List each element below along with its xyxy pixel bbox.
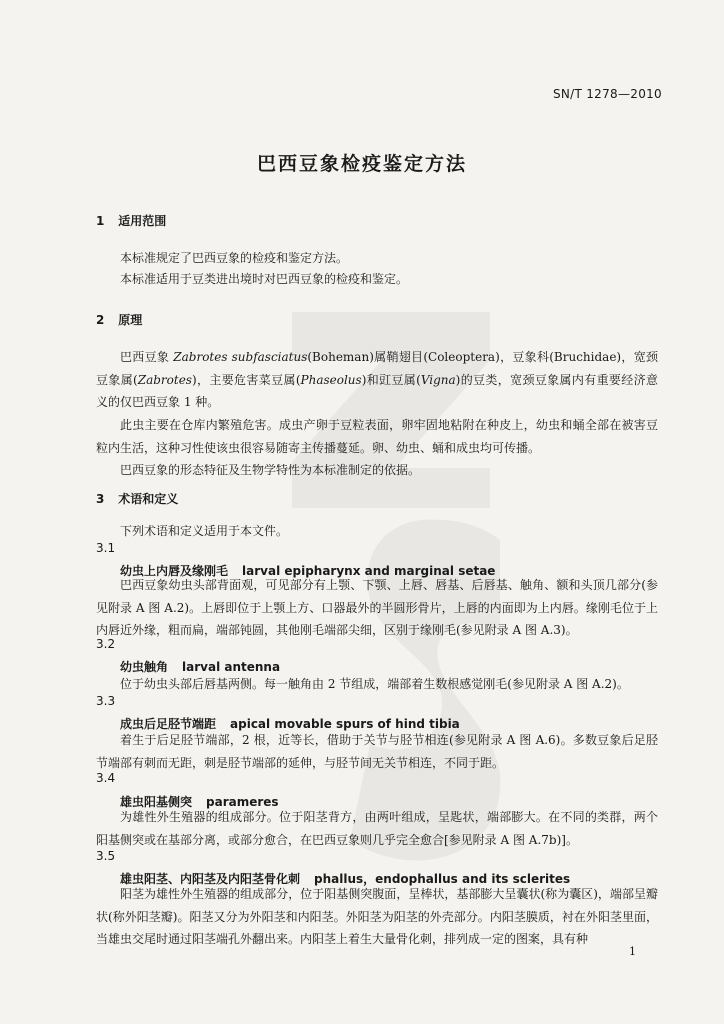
genus-name: Phaseolus	[300, 372, 362, 387]
genus-name: Vigna	[420, 372, 456, 387]
term-zh: 雄虫阳茎、内阳茎及内阳茎骨化刺	[120, 872, 301, 886]
term-definition: 位于幼虫头部后唇基两侧。每一触角由 2 节组成，端部着生数根感觉刚毛(参见附录 A 图 A.2)。	[120, 677, 629, 691]
term-zh: 幼虫上内唇及缘刚毛	[120, 564, 229, 578]
genus-name: Zabrotes	[137, 372, 192, 387]
paragraph	[96, 346, 658, 414]
section-1-heading	[96, 212, 166, 229]
term-zh: 幼虫触角	[120, 660, 169, 674]
term-definition: 阳茎为雄性外生殖器的组成部分，位于阳基侧突腹面，呈棒状，基部膨大呈囊状(称为囊区)，端部呈瓣状(称外阳茎瓣)。阳茎又分为外阳茎和内阳茎。外阳茎为阳茎的外壳部分。内阳茎膜质，衬在外阳茎里面，当雄虫交尾时通过阳茎端孔外翻出来。内阳茎上着生大量骨化刺，排列成一定的图案，具有种	[96, 887, 658, 946]
text-run: )的豆类，宽颈豆象属内有重要经济意义的仅巴西豆象 1 种。	[96, 372, 658, 409]
term-number: 3.4	[96, 771, 116, 785]
species-name: Zabrotes subfasciatus	[173, 350, 308, 364]
section-number: 1	[96, 214, 105, 228]
term-zh: 成虫后足胫节端距	[120, 717, 217, 731]
section-2-heading	[96, 311, 142, 328]
section-number: 2	[96, 313, 105, 327]
paragraph: 此虫主要在仓库内繁殖危害。成虫产卵于豆粒表面，卵牢固地粘附在种皮上，幼虫和蛹全部在被害豆粒内生活，这种习性使该虫很容易随寄主传播蔓延。卵、幼虫、蛹和成虫均可传播。	[96, 418, 658, 455]
text-run: )，主要危害菜豆属(	[191, 372, 301, 387]
section-title: 原理	[118, 313, 143, 327]
paragraph: 本标准规定了巴西豆象的检疫和鉴定方法。	[120, 251, 349, 265]
term-en: phallus，endophallus and its sclerites	[314, 872, 571, 886]
term-definition: 为雄性外生殖器的组成部分。位于阳茎背方，由两叶组成，呈匙状，端部膨大。在不同的类群，两个阳基侧突或在基部分离，或部分愈合，在巴西豆象则几乎完全愈合[参见附录 A 图 A.7b)]。	[96, 810, 658, 847]
section-number: 3	[96, 492, 105, 506]
term-en: parameres	[206, 795, 279, 809]
standard-code: SN/T 1278—2010	[552, 87, 662, 101]
text-run: )和豇豆属(	[361, 372, 421, 387]
paragraph: 下列术语和定义适用于本文件。	[120, 524, 289, 538]
paragraph: 本标准适用于豆类进出境时对巴西豆象的检疫和鉴定。	[120, 272, 409, 286]
term-en: larval epipharynx and marginal setae	[242, 564, 496, 578]
term-number: 3.3	[96, 694, 116, 708]
text-run: (Boheman)属鞘翅目(Coleoptera)，豆象科(Bruchidae)，宽颈豆象属(	[96, 350, 658, 387]
term-number: 3.5	[96, 849, 116, 863]
section-title: 适用范围	[118, 214, 167, 228]
term-zh: 雄虫阳基侧突	[120, 795, 193, 809]
section-3-heading	[96, 490, 178, 507]
term-definition: 着生于后足胫节端部，2 根，近等长，借助于关节与胫节相连(参见附录 A 图 A.6)。多数豆象后足胫节端部有刺而无距，刺是胫节端部的延伸，与胫节间无关节相连，不同于距。	[96, 733, 658, 770]
text-run: 巴西豆象	[120, 350, 174, 364]
document-title: 巴西豆象检疫鉴定方法	[256, 153, 467, 175]
term-number: 3.1	[96, 541, 116, 555]
term-number: 3.2	[96, 637, 116, 651]
section-title: 术语和定义	[118, 492, 179, 506]
page-number: 1	[629, 945, 636, 958]
term-en: apical movable spurs of hind tibia	[230, 717, 460, 731]
term-en: larval antenna	[182, 660, 281, 674]
term-definition: 巴西豆象幼虫头部背面观，可见部分有上颚、下颚、上唇、唇基、后唇基、触角、额和头顶几部分(参见附录 A 图 A.2)。上唇即位于上颚上方、口器最外的半圆形骨片，上唇的内面即为上内唇。缘刚毛位于上内唇近外缘，粗而扁，端部钝圆，其他刚毛端部尖细，区别于缘刚毛(参见附录 A 图 A.3)。	[96, 578, 658, 637]
paragraph: 巴西豆象的形态特征及生物学特性为本标准制定的依据。	[120, 463, 421, 477]
